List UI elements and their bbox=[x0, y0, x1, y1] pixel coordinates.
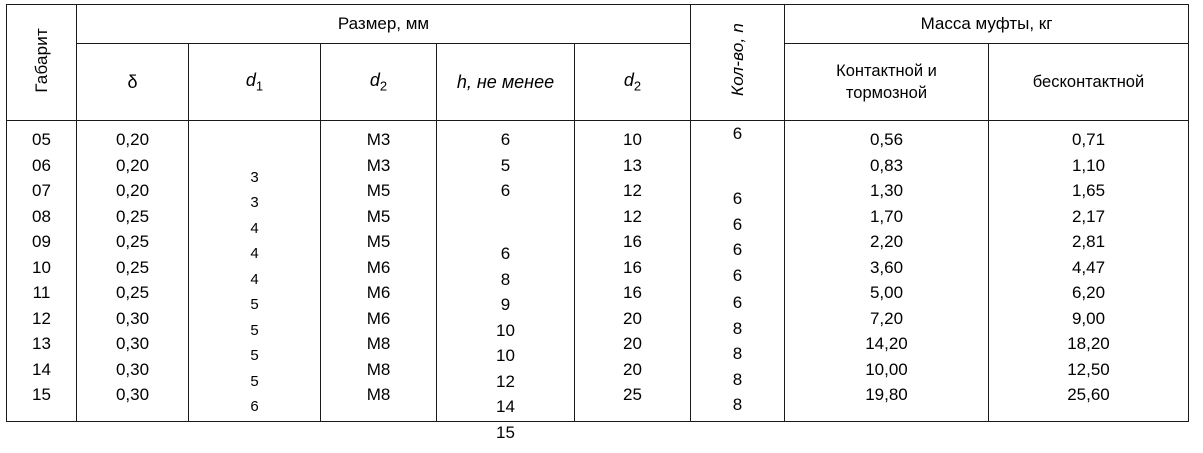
table-cell: 19,80 bbox=[865, 385, 908, 404]
table-cell: 12 bbox=[623, 181, 642, 200]
table-cell: 10,00 bbox=[865, 359, 908, 379]
table-cell: 8 bbox=[732, 395, 743, 414]
cell-d1-column bbox=[189, 121, 321, 422]
table-cell: 16 bbox=[623, 257, 642, 277]
table-cell: 09 bbox=[32, 232, 51, 251]
table-cell: 06 bbox=[32, 155, 51, 175]
table-cell: 08 bbox=[32, 206, 51, 226]
header-d2b-letter: d bbox=[623, 70, 634, 91]
cell-d2-column bbox=[321, 121, 437, 422]
header-gabarit-label: Габарит bbox=[31, 27, 51, 93]
table-cell: 3 bbox=[250, 168, 259, 186]
table-cell: 14 bbox=[32, 359, 51, 379]
table-cell: 4,47 bbox=[1071, 257, 1106, 277]
header-massa-beskontaktnoy: бесконтактной bbox=[989, 44, 1189, 121]
table-cell: 1,30 bbox=[869, 181, 904, 200]
table-cell: 14 bbox=[496, 397, 515, 416]
table-cell: 0,30 bbox=[115, 385, 150, 404]
table-cell: 16 bbox=[623, 232, 642, 251]
table-cell: 10 bbox=[496, 346, 515, 365]
table-cell: 8 bbox=[732, 369, 743, 389]
table-cell: 5 bbox=[250, 296, 259, 313]
header-razmer-group: Размер, мм bbox=[77, 5, 691, 44]
header-kolvo-label: Кол-во, n bbox=[727, 23, 747, 97]
header-h-label: h, не менее bbox=[456, 71, 555, 92]
table-header-row-1 bbox=[7, 5, 1189, 44]
table-cell: М3 bbox=[366, 130, 391, 149]
header-h bbox=[437, 44, 575, 121]
table-cell: 0,83 bbox=[869, 155, 904, 175]
cell-gabarit-column bbox=[7, 121, 77, 422]
cell-delta-column bbox=[77, 121, 189, 422]
table-cell: 4 bbox=[250, 245, 259, 262]
header-d2-letter: d bbox=[369, 70, 380, 91]
header-delta: δ bbox=[77, 44, 189, 121]
table-cell: 3,60 bbox=[869, 257, 904, 277]
table-cell: М5 bbox=[366, 232, 391, 251]
header-massa-kontaktnoy bbox=[785, 44, 989, 121]
table-cell: 8 bbox=[500, 269, 511, 289]
table-cell: М5 bbox=[366, 181, 391, 200]
table-cell: М8 bbox=[366, 385, 391, 404]
table-cell: 0,56 bbox=[869, 130, 904, 149]
table-cell: 9 bbox=[500, 295, 511, 314]
table-cell: 5 bbox=[250, 347, 259, 364]
table-cell: 14,20 bbox=[865, 334, 908, 353]
table-cell: М6 bbox=[366, 308, 391, 328]
table-cell: 10 bbox=[496, 320, 515, 340]
table-cell: 0,30 bbox=[115, 308, 150, 328]
header-d2-sub: 2 bbox=[379, 78, 388, 94]
table-cell: 4 bbox=[250, 270, 259, 288]
table-header-row-2 bbox=[7, 44, 1189, 121]
table-cell: 2,81 bbox=[1071, 232, 1106, 251]
table-cell: 0,20 bbox=[115, 181, 150, 200]
cell-n-column bbox=[691, 121, 785, 422]
table-cell: 11 bbox=[32, 283, 51, 302]
cell-m1-column bbox=[785, 121, 989, 422]
table-cell: М5 bbox=[366, 206, 391, 226]
table-cell: 16 bbox=[623, 283, 642, 302]
table-cell: 15 bbox=[496, 422, 515, 442]
table-cell: М6 bbox=[366, 257, 391, 277]
table-cell: М6 bbox=[366, 283, 391, 302]
table-cell: 6 bbox=[500, 244, 511, 263]
table-cell: 0,25 bbox=[115, 283, 150, 302]
table-cell: 12 bbox=[496, 371, 515, 391]
table-cell: 4 bbox=[250, 219, 259, 237]
table-cell: 0,25 bbox=[115, 257, 150, 277]
table-cell: 5 bbox=[250, 321, 259, 339]
table-cell: 05 bbox=[32, 130, 51, 149]
table-cell: М8 bbox=[366, 334, 391, 353]
table-cell: 6 bbox=[732, 124, 743, 143]
header-d1-letter: d bbox=[245, 70, 256, 91]
table-cell: 25 bbox=[623, 385, 642, 404]
table-cell: 20 bbox=[623, 308, 642, 328]
table-cell: 9,00 bbox=[1071, 308, 1106, 328]
header-d2 bbox=[321, 44, 437, 121]
table-cell: 3 bbox=[250, 194, 259, 211]
header-massa-kontaktnoy-line2: тормозной bbox=[845, 84, 928, 102]
table-cell: 8 bbox=[732, 318, 743, 338]
table-cell: М3 bbox=[366, 155, 391, 175]
specification-table bbox=[6, 4, 1189, 442]
table-cell: 25,60 bbox=[1067, 385, 1110, 404]
table-cell: 8 bbox=[732, 344, 743, 363]
table-cell: 6 bbox=[732, 265, 743, 285]
table-cell: 1,70 bbox=[869, 206, 904, 226]
table-cell: 6 bbox=[732, 240, 743, 259]
cell-d2b-column bbox=[575, 121, 691, 422]
header-d1 bbox=[189, 44, 321, 121]
table-cell: 15 bbox=[32, 385, 51, 404]
table-cell: 0,71 bbox=[1071, 130, 1106, 149]
table-cell: 0,30 bbox=[115, 334, 150, 353]
table-cell: 6 bbox=[732, 214, 743, 234]
table-cell: 13 bbox=[623, 155, 642, 175]
table-cell: 5 bbox=[250, 372, 259, 390]
table-cell: 2,17 bbox=[1071, 206, 1106, 226]
table-cell: 0,20 bbox=[115, 130, 150, 149]
table-cell: 5,00 bbox=[869, 283, 904, 302]
header-massa-kontaktnoy-line1: Контактной и bbox=[836, 61, 937, 80]
header-d2b bbox=[575, 44, 691, 121]
table-cell: 0,25 bbox=[115, 232, 150, 251]
table-cell: М8 bbox=[366, 359, 391, 379]
table-cell: 10 bbox=[623, 130, 642, 149]
header-kolvo bbox=[691, 5, 785, 121]
table-cell: 5 bbox=[500, 155, 511, 175]
table-data-block bbox=[7, 121, 1189, 422]
table-cell: 0,25 bbox=[115, 206, 150, 226]
table-body bbox=[7, 121, 1189, 442]
header-massa-group: Масса муфты, кг bbox=[785, 5, 1189, 44]
table-cell: 12 bbox=[32, 308, 51, 328]
table-cell: 20 bbox=[623, 359, 642, 379]
table-cell: 0,30 bbox=[115, 359, 150, 379]
table-cell: 6,20 bbox=[1071, 283, 1106, 302]
table-sheet bbox=[0, 4, 1203, 453]
header-gabarit bbox=[7, 5, 77, 121]
cell-m2-column bbox=[989, 121, 1189, 422]
table-cell: 18,20 bbox=[1067, 334, 1110, 353]
table-cell: 20 bbox=[623, 334, 642, 353]
cell-h-column bbox=[437, 121, 575, 442]
header-d2b-sub: 2 bbox=[633, 78, 642, 94]
table-cell: 1,65 bbox=[1071, 181, 1106, 200]
table-cell: 6 bbox=[732, 189, 743, 208]
table-cell: 13 bbox=[32, 334, 51, 353]
table-cell: 6 bbox=[500, 130, 511, 149]
table-cell: 12,50 bbox=[1067, 359, 1110, 379]
table-cell: 2,20 bbox=[869, 232, 904, 251]
header-d1-sub: 1 bbox=[255, 78, 264, 94]
table-cell: 0,20 bbox=[115, 155, 150, 175]
table-cell: 6 bbox=[500, 181, 511, 200]
table-cell: 1,10 bbox=[1071, 155, 1106, 175]
table-cell: 6 bbox=[732, 293, 743, 312]
table-cell: 7,20 bbox=[869, 308, 904, 328]
table-cell: 12 bbox=[623, 206, 642, 226]
table-cell: 07 bbox=[32, 181, 51, 200]
table-cell: 10 bbox=[32, 257, 51, 277]
table-cell: 6 bbox=[250, 398, 259, 415]
